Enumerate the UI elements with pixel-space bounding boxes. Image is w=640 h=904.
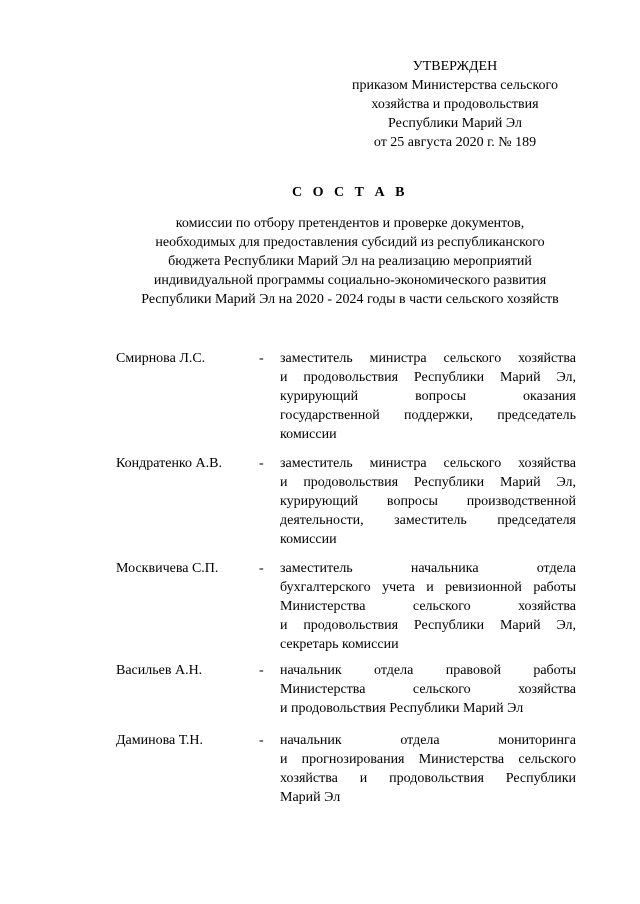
member-dash: - — [259, 456, 264, 471]
role-line: начальник отдела правовой работы — [280, 663, 576, 678]
role-line: курирующий вопросы оказания — [280, 389, 576, 404]
member-role — [280, 454, 576, 549]
member-role — [280, 731, 576, 807]
member-dash: - — [259, 561, 264, 576]
member-name: Москвичева С.П. — [116, 561, 219, 576]
member-name: Смирнова Л.С. — [116, 351, 206, 366]
member-name: Даминова Т.Н. — [116, 733, 204, 748]
role-line: заместитель министра сельского хозяйства — [280, 456, 576, 471]
role-line: курирующий вопросы производственной — [280, 494, 576, 509]
approval-date-line: от 25 августа 2020 г. № 189 — [373, 135, 537, 150]
role-line: Министерства сельского хозяйства — [280, 599, 576, 614]
member-dash: - — [259, 351, 264, 366]
role-line: комиссии — [280, 532, 337, 547]
role-line: заместитель начальника отдела — [280, 561, 576, 576]
approval-line: Республики Марий Эл — [388, 116, 522, 131]
role-line: и продовольствия Республики Марий Эл — [280, 701, 524, 716]
approval-line: хозяйства и продовольствия — [371, 97, 539, 112]
role-line: и продовольствия Республики Марий Эл, — [280, 475, 576, 490]
subtitle-line: необходимых для предоставления субсидий из республиканского — [155, 235, 545, 250]
role-line: секретарь комиссии — [280, 637, 399, 652]
member-dash: - — [259, 663, 264, 678]
role-line: и прогнозирования Министерства сельского — [280, 752, 576, 767]
role-line: и продовольствия Республики Марий Эл, — [280, 618, 576, 633]
member-role — [280, 559, 576, 654]
member-name: Кондратенко А.В. — [116, 456, 222, 471]
role-line: деятельности, заместитель председателя — [280, 513, 576, 528]
member-role — [280, 661, 576, 718]
subtitle-line: индивидуальной программы социально-экономического развития — [153, 273, 547, 288]
subtitle-line: бюджета Республики Марий Эл на реализацию мероприятий — [168, 254, 532, 269]
member-role — [280, 349, 576, 444]
member-dash: - — [259, 733, 264, 748]
role-line: заместитель министра сельского хозяйства — [280, 351, 576, 366]
approval-title: УТВЕРЖДЕН — [412, 59, 498, 74]
role-line: Министерства сельского хозяйства — [280, 682, 576, 697]
role-line: бухгалтерского учета и ревизионной работы — [280, 580, 576, 595]
role-line: государственной поддержки, председатель — [280, 408, 576, 423]
role-line: Марий Эл — [280, 790, 341, 805]
subtitle-line: комиссии по отбору претендентов и проверке документов, — [175, 216, 525, 231]
approval-stamp — [330, 57, 580, 152]
role-line: и продовольствия Республики Марий Эл, — [280, 370, 576, 385]
approval-line: приказом Министерства сельского — [352, 78, 558, 93]
role-line: комиссии — [280, 427, 337, 442]
document-title: С О С Т А В — [292, 185, 408, 200]
role-line: начальник отдела мониторинга — [280, 733, 576, 748]
role-line: хозяйства и продовольствия Республики — [280, 771, 576, 786]
document-subtitle — [100, 214, 600, 309]
member-name: Васильев А.Н. — [116, 663, 203, 678]
subtitle-line: Республики Марий Эл на 2020 - 2024 годы в части сельского хозяйств — [141, 292, 559, 307]
